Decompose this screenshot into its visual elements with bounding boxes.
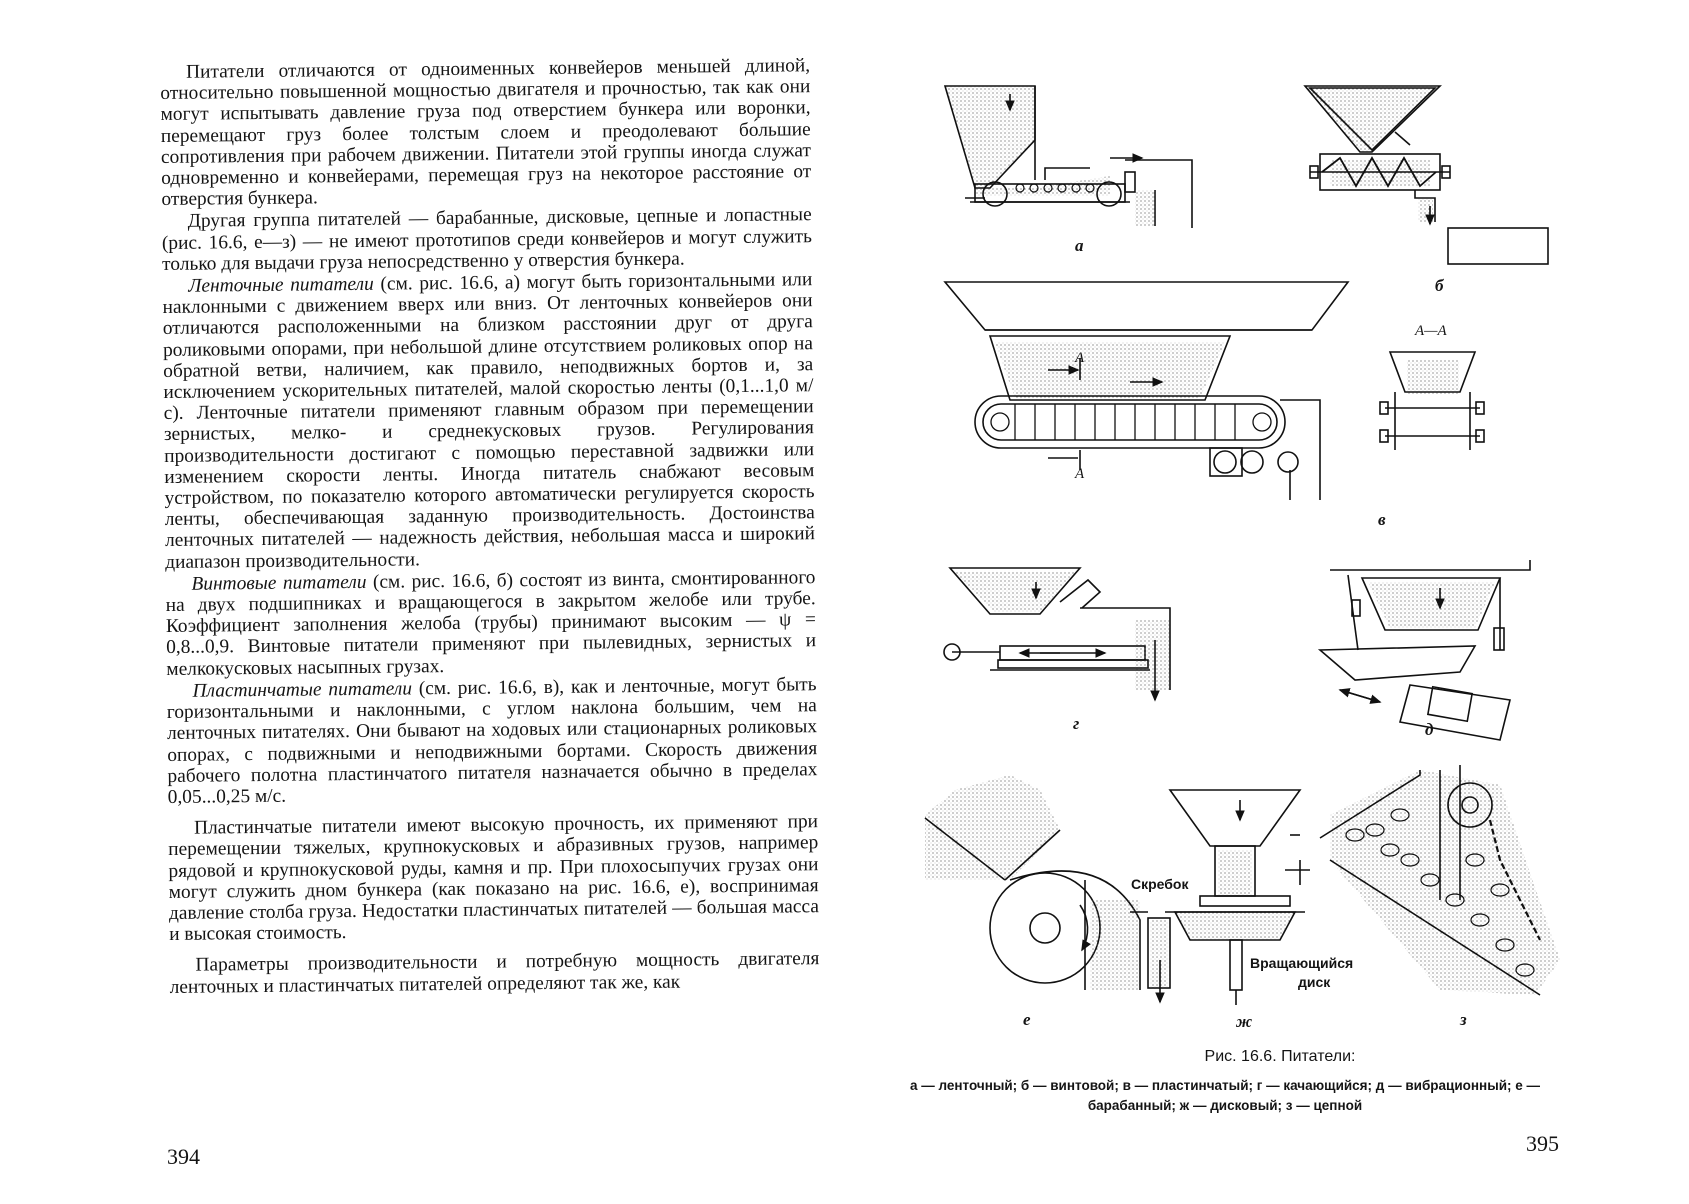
section-a-bottom: А: [1075, 466, 1085, 482]
diagram-drum-feeder: [925, 775, 1140, 990]
paragraph-2: Другая группа питателей — барабанные, дисковые, цепные и лопастные (рис. 16.6, е—з) — не имеют прототипов среди конвейеров и могут служить только для выдачи груза непосредственно у отверстия бункера.: [161, 204, 812, 275]
term-belt-feeders: Ленточные питатели: [188, 273, 374, 297]
label-z: з: [1460, 1010, 1467, 1029]
label-a: а: [1075, 236, 1084, 255]
figure-caption-body: а — ленточный; б — винтовой; в — пластинчатый; г — качающийся; д — вибрационный; е — барабанный; ж — дисковый; з — цепной: [909, 1078, 1541, 1113]
paragraph-7: Параметры производительности и потребную мощность двигателя ленточных и пластинчатых питателей определяют так же, как: [169, 948, 820, 998]
diagram-plate-feeder: [945, 282, 1484, 500]
section-a-top: А: [1075, 350, 1085, 366]
callout-rotating-disk-1: Вращающийся: [1250, 955, 1354, 971]
paragraph-4: Винтовые питатели (см. рис. 16.6, б) состоят из винта, смонтированного на двух подшипниках и вращающегося в закрытом желобе или трубе. Коэффициент заполнения желоба (трубы) принимают высоким — ψ = 0,8...0,9. Винтовые питатели применяют при пылевидных, зернистых и мелкокусковых насыпных грузах.: [165, 567, 817, 680]
label-v: в: [1378, 510, 1386, 529]
diagram-chain-feeder: [1320, 765, 1560, 995]
callout-scraper: Скребок: [1131, 876, 1189, 892]
diagram-belt-feeder: [945, 86, 1192, 228]
label-b: б: [1435, 276, 1444, 295]
figure-caption-title: Рис. 16.6. Питатели:: [1204, 1048, 1356, 1065]
diagram-screw-feeder: [1305, 86, 1548, 264]
page-number-right: 395: [1526, 1131, 1559, 1156]
paragraph-5: Пластинчатые питатели (см. рис. 16.6, в), как и ленточные, могут быть горизонтальными и наклонными, с углом наклона большим, чем на ленточных питателях. Они бывают на ходовых или стационарных роликовых опорах, с подвижными и неподвижными бортами. Скорость движения рабочего полотна пластинчатого питателя назначается обычно в пределах 0,05...0,25 м/с.: [166, 674, 818, 808]
label-d: д: [1425, 720, 1434, 739]
paragraph-3: Ленточные питатели (см. рис. 16.6, а) могут быть горизонтальными или наклонными с движением вверх или вниз. От ленточных конвейеров они отличаются расположенными на близком расстоянии друг от друга роликовыми опорами, при небольшой длине отсутствием роликовых опор на обратной ветви, наличием, как правило, неподвижных бортов и, за исключением ускорительных питателей, малой скоростью ленты (0,1...1,0 м/с). Ленточные питатели применяют главным образом при перемещении зернистых, мелко- и среднекусковых грузов. Регулирования производительности достигают с помощью переставной задвижки или изменением скорости ленты. Иногда питатель снабжают весовым устройством, по показателю которого автоматически регулируется скорость ленты, обеспечивающая заданную производительность. Достоинства ленточных питателей — надежность действия, небольшая масса и широкий диапазон производительности.: [162, 269, 816, 573]
label-g: г: [1073, 714, 1080, 733]
label-zh: ж: [1236, 1012, 1253, 1031]
section-aa-label: А—А: [1415, 323, 1447, 339]
diagram-disk-feeder: [1130, 790, 1310, 1005]
paragraph-6: Пластинчатые питатели имеют высокую прочность, их применяют при перемещении тяжелых, крупнокусковых и абразивных грузов, например рядовой и крупнокусковой руды, камня и пр. При плохосыпучих грузах они могут служить дном бункера (как показано на рис. 16.6, е), воспринимая давление столба груза. Недостатки пластинчатых питателей — большая масса и высокая стоимость.: [168, 811, 819, 946]
page-number-left: 394: [167, 1144, 200, 1169]
term-plate-feeders: Пластинчатые питатели: [192, 678, 413, 702]
diagram-vibration-feeder: [1320, 560, 1530, 740]
diagram-oscillating-feeder: [944, 568, 1170, 700]
label-e: е: [1023, 1010, 1031, 1029]
term-screw-feeders: Винтовые питатели: [191, 571, 367, 595]
callout-rotating-disk-2: диск: [1298, 974, 1331, 990]
paragraph-1: Питатели отличаются от одноименных конвейеров меньшей длиной, относительно повышенной мощностью двигателя и прочностью, так как они могут испытывать давление груза под отверстием бункера или воронки, перемещают груз более толстым слоем и преодолевают бо́льшие сопротивления при рабочем движении. Питатели этой группы иногда служат одновременно и конвейерами, перемещая груз на некоторое расстояние от отверстия бункера.: [160, 55, 812, 211]
